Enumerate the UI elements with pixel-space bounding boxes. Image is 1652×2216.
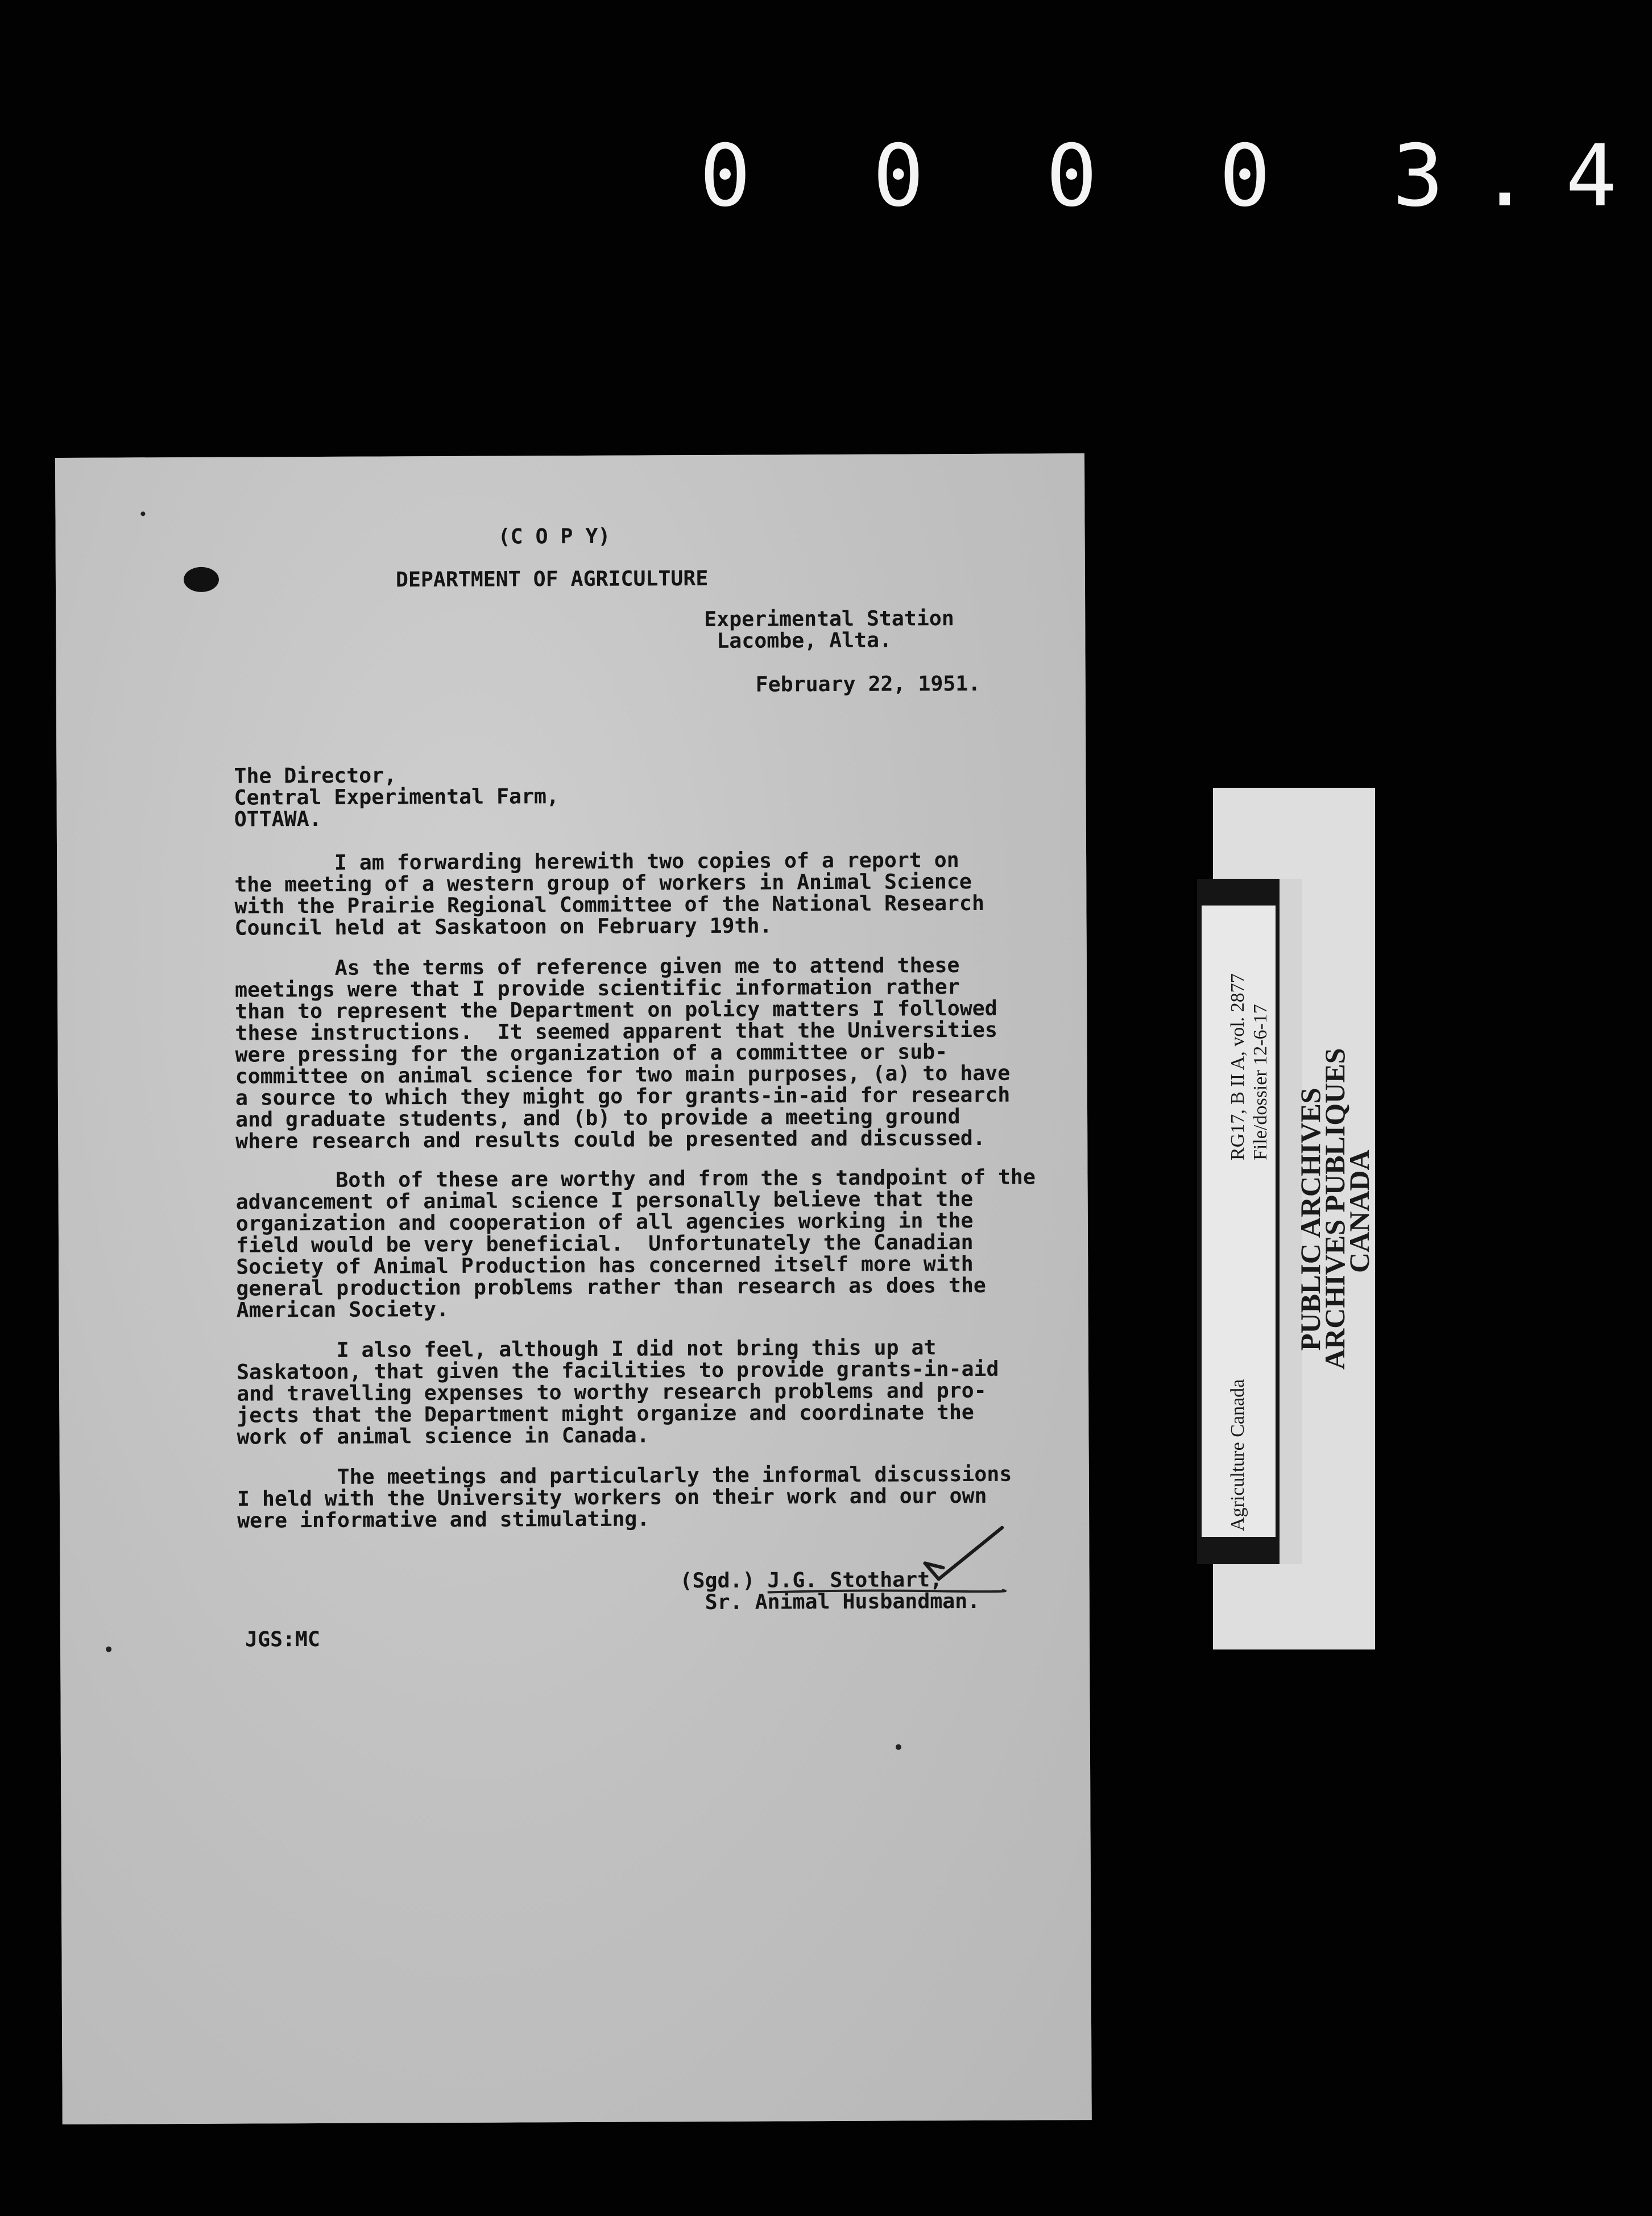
- text-line: committee on animal science for two main purposes, (a) to have: [235, 1060, 1011, 1089]
- text-line: organization and cooperation of all agencies working in the: [235, 1208, 974, 1236]
- text-line: general production problems rather than research as does the: [236, 1272, 986, 1301]
- text-line: Both of these are worthy and from the s tandpoint of the: [235, 1164, 1036, 1193]
- ink-speck: [106, 1647, 111, 1652]
- text-line: a source to which they might go for grants-in-aid for research: [235, 1082, 1011, 1110]
- signature-underline: [765, 1587, 1004, 1597]
- addressee-line-1: The Director,: [234, 763, 397, 788]
- typist-initials: JGS:MC: [245, 1626, 321, 1652]
- text-line: work of animal science in Canada.: [237, 1423, 649, 1449]
- addressee-line-3: OTTAWA.: [234, 806, 322, 832]
- sender-line-1: Experimental Station: [704, 606, 954, 632]
- text-line: than to represent the Department on policy matters I followed: [235, 995, 997, 1024]
- text-line: were informative and stimulating.: [237, 1506, 650, 1533]
- archive-name-english: PUBLIC ARCHIVES: [1294, 1088, 1326, 1351]
- text-line: the meeting of a western group of workers in Animal Science: [234, 869, 972, 897]
- text-line: were pressing for the organization of a committee or sub-: [235, 1039, 948, 1067]
- text-line: and graduate students, and (b) to provide a meeting ground: [235, 1104, 960, 1132]
- ink-speck: [140, 511, 145, 516]
- text-line: these instructions. It seemed apparent that the Universities: [235, 1017, 997, 1045]
- archive-agency: Agriculture Canada: [1227, 1379, 1248, 1531]
- text-line: meetings were that I provide scientific information rather: [234, 974, 960, 1002]
- archive-name-french: ARCHIVES PUBLIQUES: [1319, 1048, 1351, 1370]
- text-line: and travelling expenses to worthy research problems and pro-: [237, 1378, 987, 1406]
- text-line: Council held at Saskatoon on February 19th.: [234, 913, 772, 940]
- text-line: jects that the Department might organize and coordinate the: [237, 1399, 974, 1428]
- text-line: American Society.: [236, 1296, 449, 1322]
- text-line: I held with the University workers on their work and our own: [237, 1483, 987, 1511]
- text-line: Society of Animal Production has concerned itself more with: [236, 1251, 974, 1279]
- signature-line-1: (Sgd.) J.G. Stothart,: [680, 1567, 943, 1593]
- text-line: with the Prairie Regional Committee of the National Research: [234, 890, 985, 919]
- letter-page: [55, 453, 1092, 2124]
- text-line: advancement of animal science I personally believe that the: [235, 1186, 974, 1214]
- text-line: field would be very beneficial. Unfortunately the Canadian: [235, 1229, 974, 1258]
- text-line: Saskatoon, that given the facilities to provide grants-in-aid: [236, 1356, 999, 1384]
- text-line: where research and results could be presented and discussed.: [235, 1125, 986, 1154]
- archive-file-number: File/dossier 12-6-17: [1250, 1004, 1271, 1160]
- handwritten-check-mark: [921, 1523, 1007, 1592]
- microfilm-frame-number: 0 0 0 0 3.4: [699, 127, 1652, 226]
- text-line: As the terms of reference given me to attend these: [234, 953, 960, 981]
- archive-country: CANADA: [1343, 1150, 1375, 1273]
- department-heading: DEPARTMENT OF AGRICULTURE: [395, 565, 709, 592]
- signature-line-2: Sr. Animal Husbandman.: [680, 1588, 980, 1615]
- text-line: The meetings and particularly the informal discussions: [237, 1461, 1012, 1490]
- addressee-line-2: Central Experimental Farm,: [234, 784, 560, 810]
- archive-reference: RG17, B II A, vol. 2877: [1227, 973, 1248, 1160]
- ink-blot: [184, 567, 219, 592]
- text-line: I am forwarding herewith two copies of a report on: [234, 847, 959, 875]
- ink-speck: [896, 1744, 901, 1750]
- copy-label: (C O P Y): [498, 523, 611, 549]
- text-line: I also feel, although I did not bring this up at: [236, 1335, 937, 1363]
- letter-date: February 22, 1951.: [755, 671, 981, 697]
- sender-line-2: Lacombe, Alta.: [704, 627, 892, 654]
